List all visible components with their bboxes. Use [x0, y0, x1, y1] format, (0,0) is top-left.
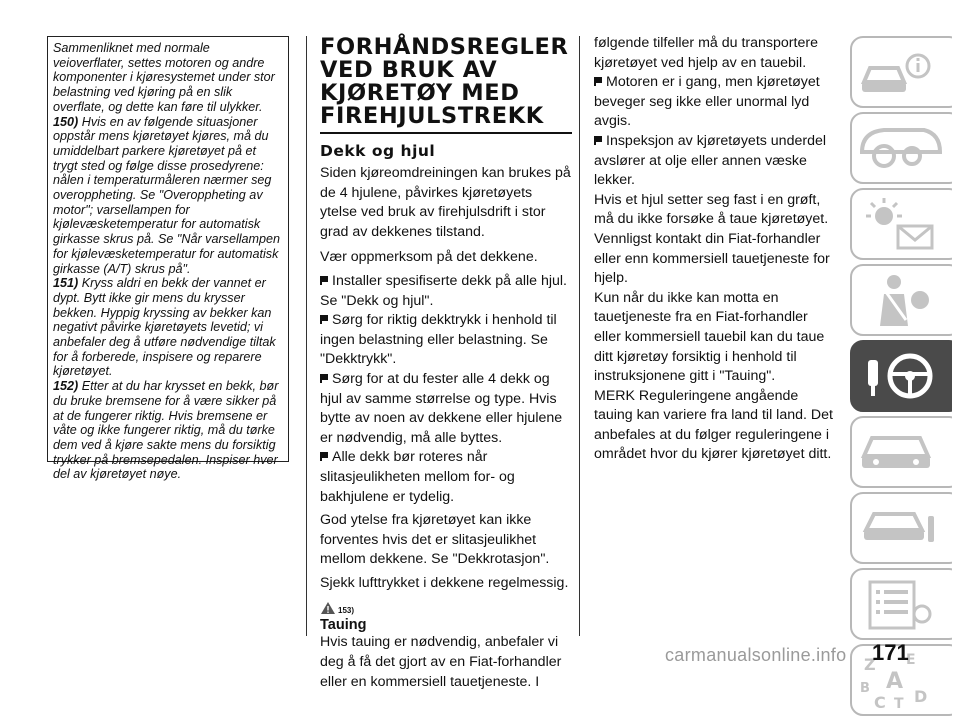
- bullet-item: Motoren er i gang, men kjøretøyet beveger seg ikke eller unormal lyd avgis.: [594, 74, 820, 130]
- car-dashboard-icon: [850, 112, 952, 184]
- bullet-icon: [594, 135, 603, 145]
- reference-tag: 153): [338, 606, 355, 616]
- svg-text:E: E: [906, 652, 916, 668]
- seatbelt-airbag-icon: [850, 264, 952, 336]
- svg-text:Z: Z: [864, 655, 876, 674]
- key-steering-wheel-icon: [850, 340, 952, 412]
- warning-num: 150): [53, 114, 79, 129]
- warning-item-150: [53, 115, 283, 277]
- car-maintenance-icon: [850, 492, 952, 564]
- tab-safety[interactable]: [850, 264, 952, 336]
- warning-intro: Sammenliknet med normale veioverflater, settes motoren og andre komponenter i kjøresystemet under stor belastning ved kjøring på en slik overflate, og dette kan føre til ulykker.: [53, 41, 275, 114]
- warning-triangle-icon: [320, 601, 336, 615]
- column-divider: [306, 36, 307, 636]
- bullet-icon: [320, 451, 329, 461]
- warning-num: 152): [53, 379, 79, 394]
- column-3: [594, 34, 834, 465]
- paragraph: Siden kjøreomdreiningen kan brukes på de 4 hjulene, påvirkes kjøretøyets ytelse ved bruk av firehjulsdrift i stor grad av dekkenes tilstand.: [320, 165, 571, 240]
- paragraph: følgende tilfeller må du transportere kjøretøyet ved hjelp av en tauebil.: [594, 35, 818, 71]
- bullet-item: Sørg for at du fester alle 4 dekk og hjul av samme størrelse og type. Hvis bytte av noen av dekkene eller hjulene er nødvendig, må alle byttes.: [320, 370, 563, 446]
- paragraph: God ytelse fra kjøretøyet kan ikke forventes hvis det er slitasjeulikhet mellom dekkene. Se "Dekkrotasjon".: [320, 512, 550, 568]
- car-emergency-icon: [850, 416, 952, 488]
- tab-car-info[interactable]: [850, 36, 952, 108]
- svg-text:C: C: [874, 693, 886, 712]
- bullet-icon: [320, 275, 329, 285]
- warning-text: Hvis en av følgende situasjoner oppstår mens kjøretøyet kjøres, må du umiddelbart parkere kjøretøyet på et trygt sted og følge disse prosedyrene: nålen i temperaturmåleren nærmer seg overoppheting. Se "Overoppheting av motor"; varsellampen for kjølevæsketemperatur for automatisk girkasse skrus på. Se "Når varsellampen for kjølevæsketemperatur for automatisk girkasse (A/T) skrus på".: [53, 114, 281, 276]
- bullet-item: Installer spesifiserte dekk på alle hjul. Se "Dekk og hjul".: [320, 272, 568, 309]
- tab-technical-data[interactable]: [850, 568, 952, 640]
- warning-box: [47, 36, 289, 482]
- section-title: FORHÅNDSREGLER VED BRUK AV KJØRETØY MED FIREHJULSTREKK: [320, 36, 572, 134]
- bullet-icon: [320, 314, 329, 324]
- bullet-icon: [320, 373, 329, 383]
- section-subtitle: Dekk og hjul: [320, 142, 436, 160]
- tab-warning-lights[interactable]: [850, 188, 952, 260]
- warning-text: Kryss aldri en bekk der vannet er dypt. Bytt ikke gir mens du krysser bekken. Hyppig kryssing av bekker kan negativt påvirke kjøretøyets levetid; vi anbefaler deg å utføre nødvendige tiltak for å forberede, inspisere og reparere kjøretøyet.: [53, 276, 276, 379]
- svg-text:B: B: [860, 681, 870, 696]
- watermark: carmanualsonline.info: [665, 645, 847, 665]
- column-divider: [579, 36, 580, 636]
- bullet-item: Inspeksjon av kjøretøyets underdel avslører at olje eller annen væske lekker.: [594, 132, 827, 189]
- paragraph: Hvis et hjul setter seg fast i en grøft, må du ikke forsøke å taue kjøretøyet. Vennligst kontakt din Fiat-forhandler eller enn kommersiell tauetjeneste for hjelp.: [594, 191, 830, 287]
- paragraph: Hvis tauing er nødvendig, anbefaler vi deg å få det gjort av en Fiat-forhandler eller en kommersiell tauetjeneste. I: [320, 634, 562, 690]
- car-info-icon: [850, 36, 952, 108]
- tauing-heading: Tauing: [320, 617, 367, 634]
- bullet-icon: [594, 76, 603, 86]
- tab-emergency[interactable]: [850, 416, 952, 488]
- warning-num: 151): [53, 276, 79, 291]
- svg-text:A: A: [886, 669, 904, 694]
- paragraph: Kun når du ikke kan motta en tauetjeneste fra en Fiat-forhandler eller kommersiell tauebil kan du taue ditt kjøretøy forsiktig i henhold til instruksjonene gitt i "Tauing".: [594, 289, 825, 385]
- chapter-tabs: [850, 36, 952, 720]
- svg-text:D: D: [914, 687, 928, 706]
- paragraph: MERK Reguleringene angående tauing kan variere fra land til land. Det anbefales at du følger reguleringene i området hvor du kjører kjøretøyet ditt.: [594, 387, 833, 463]
- bullet-item: Sørg for riktig dekktrykk i henhold til ingen belastning eller belastning. Se "Dekktrykk".: [320, 312, 557, 368]
- warning-item-151: [53, 276, 283, 379]
- svg-text:T: T: [894, 696, 904, 712]
- page-number: 171: [872, 640, 909, 665]
- tab-maintenance[interactable]: [850, 492, 952, 564]
- warning-light-envelope-icon: [850, 188, 952, 260]
- column-2: [320, 36, 572, 692]
- warning-item-152: [53, 379, 283, 482]
- tab-starting-driving[interactable]: [850, 340, 952, 412]
- warning-reference: [320, 595, 572, 615]
- bullet-item: Alle dekk bør roteres når slitasjeulikheten mellom for- og bakhjulene er tydelig.: [320, 449, 515, 505]
- paragraph: Vær oppmerksom på det dekkene.: [320, 249, 538, 266]
- tab-car-dashboard[interactable]: [850, 112, 952, 184]
- warning-text: Etter at du har krysset en bekk, bør du bruke bremsene for å være sikker på at de fungerer riktig. Hvis bremsene er våte og ikke fungerer riktig, må du tørke dem ved å kjøre sakte mens du forsiktig trykker på bremsepedalen. Inspiser hver del av kjøretøyet nøye.: [53, 379, 279, 482]
- technical-data-list-icon: [850, 568, 952, 640]
- paragraph: Sjekk lufttrykket i dekkene regelmessig.: [320, 574, 569, 591]
